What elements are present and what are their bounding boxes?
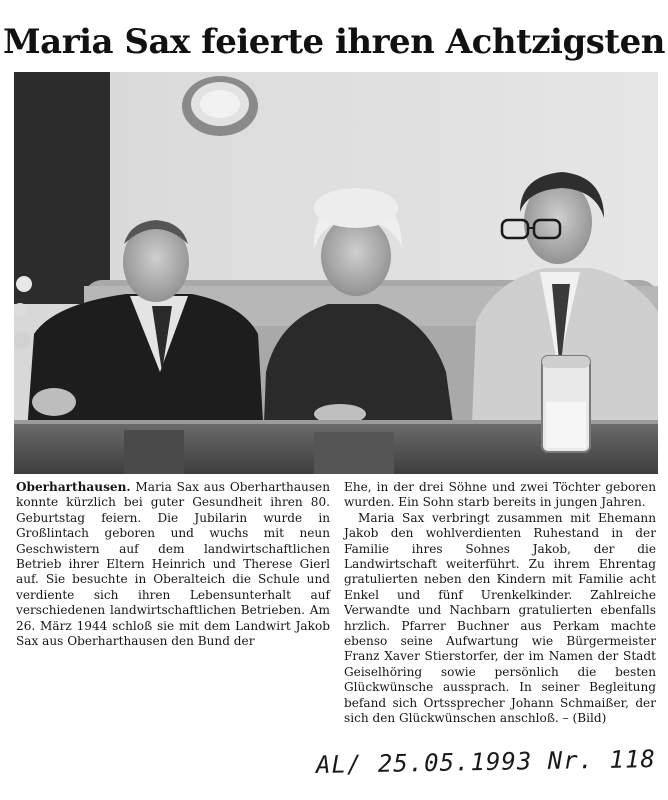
article-paragraph [16, 480, 330, 649]
article-headline: Maria Sax feierte ihren Achtzigsten [3, 22, 665, 62]
article-dateline: Oberharthausen. [16, 480, 131, 494]
article-column-right [344, 480, 656, 727]
article-text: Maria Sax aus Oberharthausen konnte kürzlich bei guter Gesundheit ihren 80. Geburtstag feiern. Die Jubilarin wurde in Großlintach geboren und wuchs mit neun Geschwistern auf dem landwirtschaftlichen Betrieb ihrer Eltern Heinrich und Therese Gierl auf. Sie besuchte in Oberalteich die Schule und verdiente sich ihren Lebensunterhalt auf verschiedenen landwirtschaftlichen Betrieben. Am 26. März 1944 schloß sie mit dem Landwirt Jakob Sax aus Oberharthausen den Bund der [16, 480, 330, 649]
article-photo [14, 72, 658, 474]
article-column-left [16, 480, 330, 649]
article-paragraph: Ehe, in der drei Söhne und zwei Töchter geboren wurden. Ein Sohn starb bereits in jungen Jahren. [344, 480, 656, 510]
handwritten-archive-note: AL/ 25.05.1993 Nr. 118 [315, 745, 657, 779]
article-paragraph: Maria Sax verbringt zusammen mit Ehemann Jakob den wohlverdienten Ruhestand in der Familie ihres Sohnes Jakob, der die Landwirtschaft weiterführt. Zu ihrem Ehrentag gratulierten neben den Kindern mit Familie acht Enkel und fünf Urenkelkinder. Zahlreiche Verwandte und Nachbarn gratulierten ebenfalls hrzlich. Pfarrer Buchner aus Perkam machte ebenso seine Aufwartung wie Bürgermeister Franz Xaver Stierstorfer, der im Namen der Stadt Geiselhöring sowie persönlich die besten Glückwünsche aussprach. In seiner Begleitung befand sich Ortssprecher Johann Schmaißer, der sich den Glückwünschen anschloß. – (Bild) [344, 510, 656, 726]
